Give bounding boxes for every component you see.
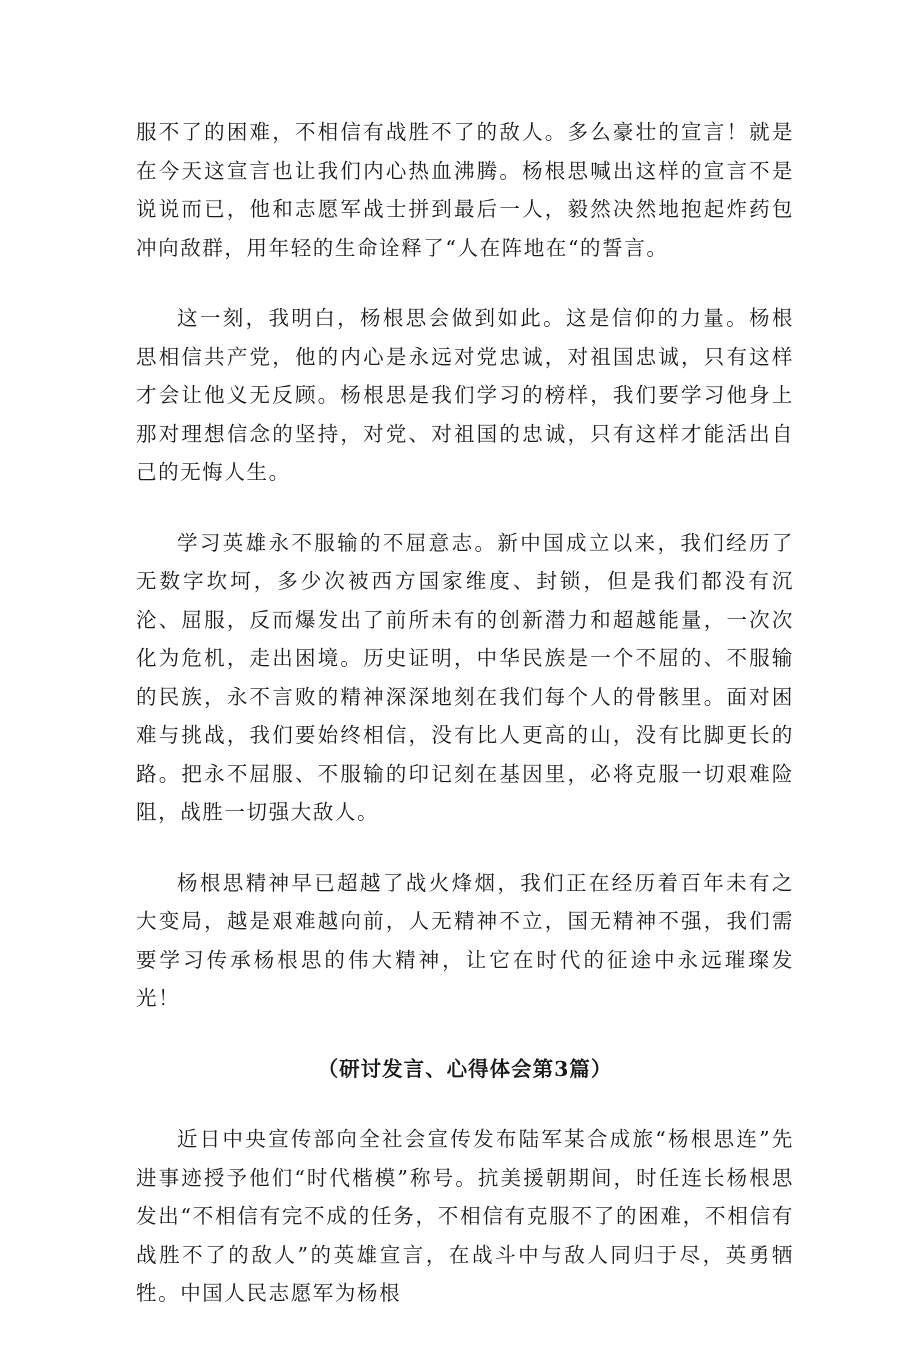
paragraph-section-intro: 近日中央宣传部向全社会宣传发布陆军某合成旅“杨根思连”先进事迹授予他们“时代楷模”称号。抗美援朝期间，时任连长杨根思发出“不相信有完不成的任务，不相信有克服不了的困难，不相信有战胜不了的敌人”的英雄宣言，在战斗中与敌人同归于尽，英勇牺牲。中国人民志愿军为杨根 xyxy=(136,1127,794,1305)
section-heading: （研讨发言、心得体会第3篇） xyxy=(317,1056,613,1081)
paragraph-continuation: 服不了的困难，不相信有战胜不了的敌人。多么豪壮的宣言！就是在今天这宣言也让我们内心热血沸腾。杨根思喊出这样的宣言不是说说而已，他和志愿军战士拼到最后一人，毅然决然地抱起炸药包冲向敌群，用年轻的生命诠释了“人在阵地在“的誓言。 xyxy=(136,120,794,260)
paragraph-spirit-legacy: 杨根思精神早已超越了战火烽烟，我们正在经历着百年未有之大变局，越是艰难越向前，人无精神不立，国无精神不强，我们需要学习传承杨根思的伟大精神，让它在时代的征途中永远璀璨发光！ xyxy=(136,870,794,1010)
paragraph-belief: 这一刻，我明白，杨根思会做到如此。这是信仰的力量。杨根思相信共产党，他的内心是永远对党忠诚，对祖国忠诚，只有这样才会让他义无反顾。杨根思是我们学习的榜样，我们要学习他身上那对理想信念的坚持，对党、对祖国的忠诚，只有这样才能活出自己的无悔人生。 xyxy=(136,306,794,484)
paragraph-unyielding-will: 学习英雄永不服输的不屈意志。新中国成立以来，我们经历了无数字坎坷，多少次被西方国家维度、封锁，但是我们都没有沉沦、屈服，反而爆发出了前所未有的创新潜力和超越能量，一次次化为危机，走出困境。历史证明，中华民族是一个不屈的、不服输的民族，永不言败的精神深深地刻在我们每个人的骨骸里。面对困难与挑战，我们要始终相信，没有比人更高的山，没有比脚更长的路。把永不屈服、不服输的印记刻在基因里，必将克服一切艰难险阻，战胜一切强大敌人。 xyxy=(136,530,794,824)
document-body xyxy=(136,113,794,1345)
